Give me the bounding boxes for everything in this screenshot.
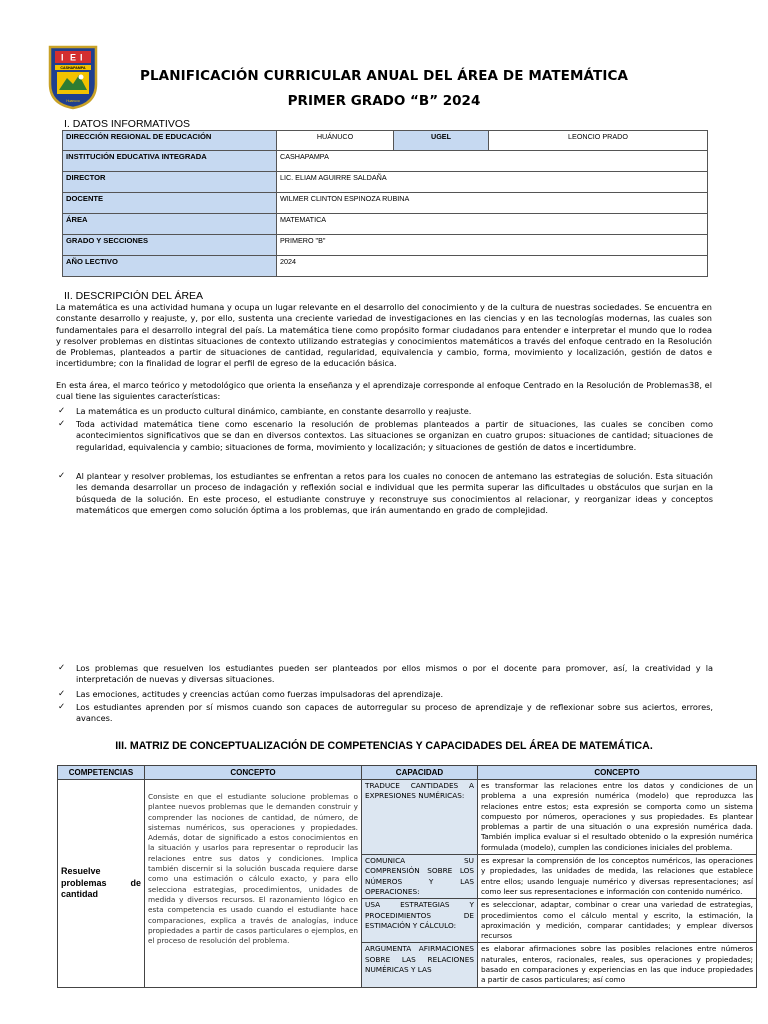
logo-school-name: CASHAPAMPA — [60, 66, 86, 71]
check-icon: ✓ — [58, 406, 66, 416]
table-row — [63, 256, 708, 277]
capacidad-concept: es seleccionar, adaptar, combinar o crear una variedad de estrategias, procedimientos como el cálculo mental y escrito, la estimación, la aproximación y medición, comparar cantidades; y emplear diversos recursos — [478, 899, 757, 943]
capacidad-name: USA ESTRATEGIAS Y PROCEDIMIENTOS DE ESTIMACIÓN Y CÁLCULO: — [362, 899, 478, 943]
list-item-text: La matemática es un producto cultural dinámico, cambiante, en constante desarrollo y reajuste. — [76, 406, 472, 416]
logo-letter-3: I — [80, 52, 83, 63]
table-value: WILMER CLINTON ESPINOZA RUBINA — [277, 193, 708, 214]
section-heading-descripcion: II. DESCRIPCIÓN DEL ÁREA — [64, 290, 204, 302]
table-value: CASHAPAMPA — [277, 151, 708, 172]
competencia-name: Resuelve problemas de cantidad — [58, 780, 145, 988]
table-label: DIRECCIÓN REGIONAL DE EDUCACIÓN — [63, 131, 277, 151]
section-heading-datos: I. DATOS INFORMATIVOS — [64, 118, 191, 130]
check-icon: ✓ — [58, 471, 66, 481]
column-header: CONCEPTO — [478, 766, 757, 780]
table-label: DOCENTE — [63, 193, 277, 214]
list-item — [58, 419, 713, 453]
check-icon: ✓ — [58, 663, 66, 673]
list-item — [58, 702, 713, 725]
logo-city: Huanuco — [66, 99, 80, 103]
page-title-line2: PRIMER GRADO “B” 2024 — [287, 93, 481, 109]
check-icon: ✓ — [58, 689, 66, 699]
table-value: LIC. ELIAM AGUIRRE SALDAÑA — [277, 172, 708, 193]
paragraph-enfoque: En esta área, el marco teórico y metodológico que orienta la enseñanza y el aprendizaje corresponde al enfoque Centrado en la Resolución de Problemas38, el cual tiene las siguientes características: — [56, 380, 712, 402]
table-row — [63, 131, 708, 151]
datos-informativos-table — [62, 130, 708, 277]
check-icon: ✓ — [58, 702, 66, 712]
table-value: LEONCIO PRADO — [489, 131, 708, 151]
capacidad-name: TRADUCE CANTIDADES A EXPRESIONES NUMÉRICAS: — [362, 780, 478, 855]
capacidad-name: COMUNICA SU COMPRENSIÓN SOBRE LOS NÚMEROS Y LAS OPERACIONES: — [362, 855, 478, 899]
list-item-text: Los estudiantes aprenden por sí mismos cuando son capaces de autorregular su proceso de aprendizaje y de reflexionar sobre sus aciertos, errores, avances. — [76, 702, 713, 724]
list-item-text: Al plantear y resolver problemas, los estudiantes se enfrentan a retos para los cuales no conocen de antemano las estrategias de solución. Esta situación les demanda desarrollar un proceso de indagación y reflexión social e individual que les permita superar las dificultades u obstáculos que surjan en la búsqueda de la solución. En este proceso, el estudiante construye y reconstruye sus conocimientos al relacionar, y reorganizar ideas y conceptos matemáticos que emergen como solución óptima a los problemas, que irán aumentando en grado de complejidad. — [76, 471, 713, 515]
column-header: COMPETENCIAS — [58, 766, 145, 780]
table-row — [58, 780, 757, 855]
table-label: UGEL — [394, 131, 489, 151]
list-item — [58, 689, 713, 700]
table-value: PRIMERO "B" — [277, 235, 708, 256]
paragraph-intro: La matemática es una actividad humana y ocupa un lugar relevante en el desarrollo del conocimiento y de la cultura de nuestras sociedades. Se encuentra en constante desarrollo y reajuste, y, por ello, sustenta una creciente variedad de investigaciones en las ciencias y en las tecnologías modernas, las cuales son fundamentales para el desarrollo integral del país. La matemática tiene como propósito formar ciudadanos para entender e interpretar el mundo que lo rodea y resolver problemas en distintas situaciones de contexto utilizando estrategias y conocimientos matemáticos a través del enfoque centrado en la Resolución de Problemas, planteados a partir de situaciones de cantidad, regularidad, equivalencia y cambio, forma, movimiento y localización, gestión de datos e incertidumbre; con la finalidad de lograr el perfil de egreso de la educación básica. — [56, 302, 712, 369]
table-value: 2024 — [277, 256, 708, 277]
table-label: ÁREA — [63, 214, 277, 235]
table-row — [63, 214, 708, 235]
table-value: MATEMATICA — [277, 214, 708, 235]
table-label: INSTITUCIÓN EDUCATIVA INTEGRADA — [63, 151, 277, 172]
table-label: AÑO LECTIVO — [63, 256, 277, 277]
capacidad-concept: es elaborar afirmaciones sobre las posibles relaciones entre números naturales, enteros, racionales, reales, sus operaciones y propiedades; basado en comparaciones y experiencias en las que induce propiedades a partir de casos particulares; así como — [478, 943, 757, 987]
capacidad-name: ARGUMENTA AFIRMACIONES SOBRE LAS RELACIONES NUMÉRICAS Y LAS — [362, 943, 478, 987]
matriz-competencias-table — [57, 765, 757, 988]
list-item — [58, 663, 713, 686]
table-header-row — [58, 766, 757, 780]
page-title-line1: PLANIFICACIÓN CURRICULAR ANUAL DEL ÁREA DE MATEMÁTICA — [139, 68, 629, 84]
table-row — [63, 193, 708, 214]
table-value: HUÁNUCO — [277, 131, 394, 151]
section-heading-matriz: III. MATRIZ DE CONCEPTUALIZACIÓN DE COMPETENCIAS Y CAPACIDADES DEL ÁREA DE MATEMÁTICA. — [115, 740, 653, 752]
logo-letter-1: I — [61, 52, 64, 63]
capacidad-concept: es expresar la comprensión de los conceptos numéricos, las operaciones y propiedades, las unidades de medida, las relaciones que establece entre ellos; usando lenguaje numérico y diversas representaciones; así como leer sus representaciones e información con contenido numérico. — [478, 855, 757, 899]
list-item-text: Los problemas que resuelven los estudiantes pueden ser planteados por ellos mismos o por el docente para promover, así, la creatividad y la interpretación de nuevas y diversas situaciones. — [76, 663, 713, 685]
logo-letter-2: E — [70, 52, 77, 63]
table-label: GRADO Y SECCIONES — [63, 235, 277, 256]
column-header: CONCEPTO — [145, 766, 362, 780]
table-row — [63, 172, 708, 193]
list-item — [58, 406, 713, 417]
competencia-concept: Consiste en que el estudiante solucione problemas o plantee nuevos problemas que le demanden construir y comprender las nociones de cantidad, de número, de sistemas numéricos, sus operaciones y propiedades. Además, dotar de significado a estos conocimientos en la situación y usarlos para representar o reproducir las relaciones entre sus datos y condiciones. Implica también discernir si la solución buscada requiere darse como una estimación o cálculo exacto, y para ello selecciona estrategias, procedimientos, unidades de medida y diversos recursos. El razonamiento lógico en esta competencia es usado cuando el estudiante hace comparaciones, explica a través de analogías, induce propiedades a partir de casos particulares o ejemplos, en el proceso de resolución del problema. — [145, 780, 362, 988]
check-icon: ✓ — [58, 419, 66, 429]
table-label: DIRECTOR — [63, 172, 277, 193]
list-item — [58, 471, 713, 516]
list-item-text: Toda actividad matemática tiene como escenario la resolución de problemas planteados a partir de situaciones, las cuales se conciben como acontecimientos significativos que se dan en diversos contextos. Las situaciones se organizan en cuatro grupos: situaciones de cantidad; situaciones de regularidad, equivalencia y cambio; situaciones de forma, movimiento y localización; y situaciones de gestión de datos e incertidumbre. — [76, 419, 713, 452]
capacidad-concept: es transformar las relaciones entre los datos y condiciones de un problema a una expresión numérica (modelo) que reproduzca las relaciones entre estos; esta expresión se comporta como un sistema compuesto por números, operaciones y sus propiedades. Es plantear problemas a partir de una situación o una expresión numérica dada. También implica evaluar si el resultado obtenido o la expresión numérica formulada (modelo), cumplen las condiciones iniciales del problema. — [478, 780, 757, 855]
column-header: CAPACIDAD — [362, 766, 478, 780]
table-row — [63, 235, 708, 256]
table-row — [63, 151, 708, 172]
list-item-text: Las emociones, actitudes y creencias actúan como fuerzas impulsadoras del aprendizaje. — [76, 689, 444, 699]
